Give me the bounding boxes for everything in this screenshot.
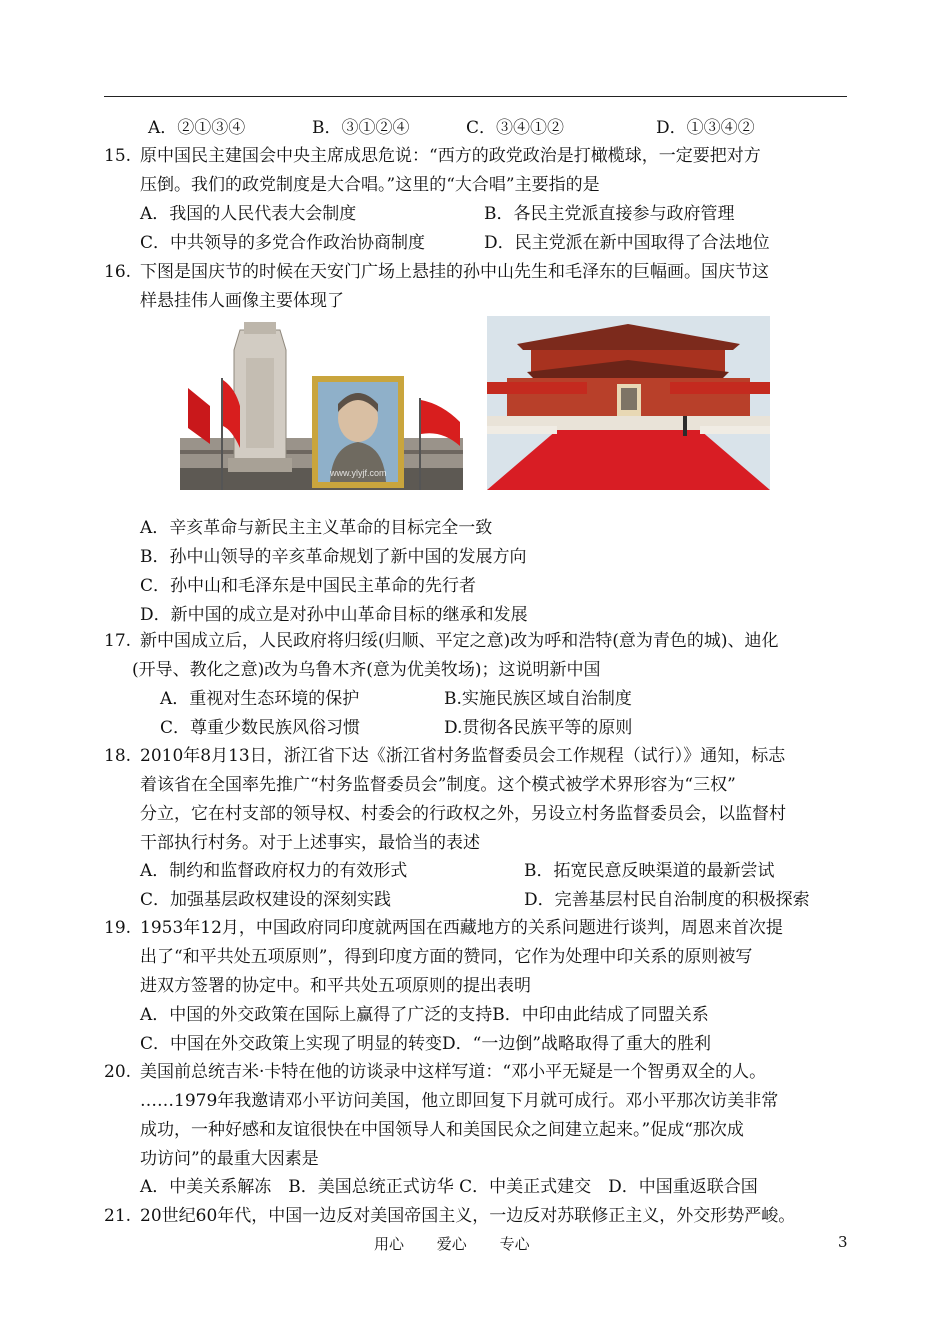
- prev-option-b: B．③①②④: [312, 118, 410, 138]
- footer-item: 爱心: [436, 1235, 467, 1253]
- sun-yatsen-portrait-photo: [180, 318, 463, 490]
- question-text: 2010年8月13日，浙江省下达《浙江省村务监督委员会工作规程（试行）》通知，标志: [140, 746, 786, 766]
- question-text: 1953年12月，中国政府同印度就两国在西藏地方的关系问题进行谈判，周恩来首次提: [140, 918, 783, 938]
- question-number: 17.: [104, 631, 132, 651]
- question-text: 功访问”的最重大因素是: [140, 1149, 319, 1169]
- option-c: C．加强基层政权建设的深刻实践: [140, 890, 392, 910]
- question-text: 进双方签署的协定中。和平共处五项原则的提出表明: [140, 976, 531, 996]
- option-row: A．中美关系解冻 B．美国总统正式访华 C．中美正式建交 D．中国重返联合国: [140, 1177, 758, 1197]
- prev-option-c: C．③④①②: [466, 118, 565, 138]
- question-text: 20世纪60年代，中国一边反对美国帝国主义，一边反对苏联修正主义，外交形势严峻。: [140, 1206, 796, 1226]
- question-text: 分立，它在村支部的领导权、村委会的行政权之外，另设立村务监督委员会，以监督村: [140, 804, 786, 824]
- option-c: C．中共领导的多党合作政治协商制度: [140, 233, 426, 253]
- option-c: C．孙中山和毛泽东是中国民主革命的先行者: [140, 576, 477, 596]
- option-b: B．孙中山领导的辛亥革命规划了新中国的发展方向: [140, 547, 527, 567]
- question-number: 15.: [104, 146, 132, 166]
- question-text: 出了“和平共处五项原则”，得到印度方面的赞同，它作为处理中印关系的原则被写: [140, 947, 753, 967]
- question-text: 干部执行村务。对于上述事实，最恰当的表述: [140, 833, 480, 853]
- option-a: A．辛亥革命与新民主主义革命的目标完全一致: [140, 518, 493, 538]
- option-b: B．拓宽民意反映渠道的最新尝试: [524, 861, 775, 881]
- option-b: B.实施民族区域自治制度: [444, 689, 632, 709]
- option-c-d: C．中国在外交政策上实现了明显的转变D．“一边倒”战略取得了重大的胜利: [140, 1034, 712, 1054]
- option-d: D．民主党派在新中国取得了合法地位: [484, 233, 770, 253]
- question-text: ……1979年我邀请邓小平访问美国，他立即回复下月就可成行。邓小平那次访美非常: [140, 1091, 779, 1111]
- question-number: 21.: [104, 1206, 132, 1226]
- option-a: A．我国的人民代表大会制度: [140, 204, 357, 224]
- question-text: 原中国民主建国会中央主席成思危说：“西方的政党政治是打橄榄球，一定要把对方: [140, 146, 761, 166]
- footer-item: 专心: [499, 1235, 530, 1253]
- photo-watermark: www.ylyjf.com: [330, 468, 387, 478]
- prev-option-a: A．②①③④: [148, 118, 246, 138]
- question-number: 16.: [104, 262, 132, 282]
- option-b: B．各民主党派直接参与政府管理: [484, 204, 735, 224]
- option-d: D．新中国的成立是对孙中山革命目标的继承和发展: [140, 605, 528, 625]
- footer-item: 用心: [374, 1235, 405, 1253]
- question-text: 新中国成立后，人民政府将归绥(归顺、平定之意)改为呼和浩特(意为青色的城)、迪化: [140, 631, 779, 651]
- question-number: 20.: [104, 1062, 132, 1082]
- question-text: 下图是国庆节的时候在天安门广场上悬挂的孙中山先生和毛泽东的巨幅画。国庆节这: [140, 262, 769, 282]
- header-rule: [104, 96, 847, 97]
- question-text: (开导、教化之意)改为乌鲁木齐(意为优美牧场)；这说明新中国: [132, 660, 601, 680]
- option-c: C．尊重少数民族风俗习惯: [160, 718, 361, 738]
- question-text: 成功，一种好感和友谊很快在中国领导人和美国民众之间建立起来。”促成“那次成: [140, 1120, 744, 1140]
- question-number: 19.: [104, 918, 132, 938]
- prev-option-d: D．①③④②: [656, 118, 755, 138]
- option-a: A．重视对生态环境的保护: [160, 689, 360, 709]
- option-a-b: A．中国的外交政策在国际上赢得了广泛的支持B．中印由此结成了同盟关系: [140, 1005, 709, 1025]
- question-number: 18.: [104, 746, 132, 766]
- question-text: 样悬挂伟人画像主要体现了: [140, 291, 344, 311]
- question-text: 美国前总统吉米·卡特在他的访谈录中这样写道：“邓小平无疑是一个智勇双全的人。: [140, 1062, 767, 1082]
- option-d: D．完善基层村民自治制度的积极探索: [524, 890, 810, 910]
- page-number: 3: [838, 1233, 848, 1251]
- question-text: 着该省在全国率先推广“村务监督委员会”制度。这个模式被学术界形容为“三权”: [140, 775, 736, 795]
- tiananmen-gate-photo: [487, 316, 770, 490]
- question-text: 压倒。我们的政党制度是大合唱。”这里的“大合唱”主要指的是: [140, 175, 600, 195]
- page-footer: [374, 1233, 558, 1254]
- option-d: D.贯彻各民族平等的原则: [444, 718, 633, 738]
- option-a: A．制约和监督政府权力的有效形式: [140, 861, 408, 881]
